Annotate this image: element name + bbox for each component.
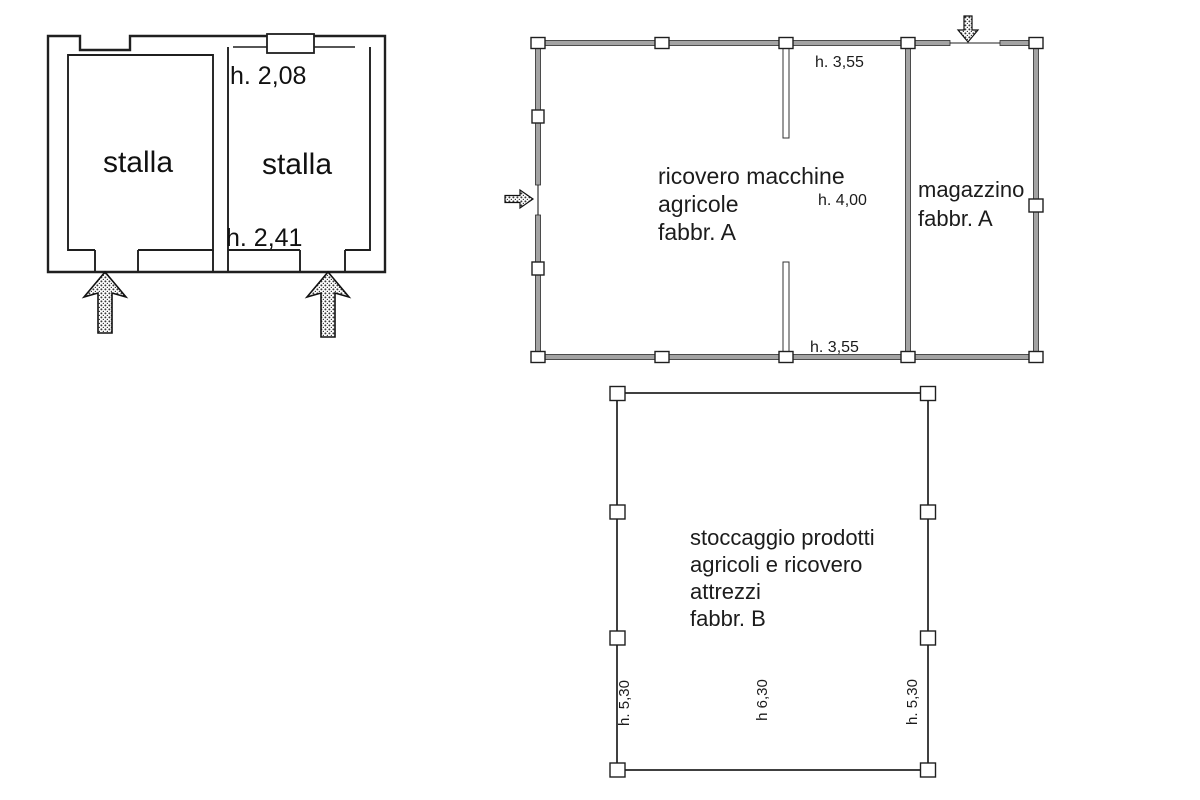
pillar xyxy=(655,352,669,363)
plan-stalle xyxy=(48,34,385,337)
room-label-line: fabbr. A xyxy=(918,206,993,231)
room-label-stalla-right: stalla xyxy=(261,148,333,181)
pillar xyxy=(921,387,936,401)
room-label-line: attrezzi xyxy=(690,579,761,604)
room-label-line: agricole xyxy=(658,191,739,217)
height-label-left: h. 5,30 xyxy=(616,680,633,726)
pillar xyxy=(901,38,915,49)
stub-wall-bottom xyxy=(783,262,789,357)
room-label-line: magazzino xyxy=(918,177,1025,202)
height-label-right: h. 5,30 xyxy=(904,679,921,725)
pillar xyxy=(610,631,625,645)
pillar xyxy=(1029,38,1043,49)
pillar xyxy=(921,763,936,777)
pillar xyxy=(610,387,625,401)
pillar xyxy=(779,38,793,49)
stub-wall-top xyxy=(783,43,789,138)
pillar xyxy=(655,38,669,49)
divider-wall xyxy=(906,43,911,357)
pillar xyxy=(610,763,625,777)
height-label-top: h. 2,08 xyxy=(230,62,307,90)
room-label-line: stoccaggio prodotti xyxy=(690,525,875,550)
height-label-bottom: h. 2,41 xyxy=(226,224,303,252)
window-symbol xyxy=(267,34,314,53)
plan-fabbricato-a xyxy=(505,16,1043,363)
arrow-down-icon xyxy=(958,16,978,42)
arrow-right-icon xyxy=(505,190,533,208)
room-label-line: fabbr. B xyxy=(690,606,766,631)
pillar xyxy=(901,352,915,363)
room-label-line: agricoli e ricovero xyxy=(690,552,863,577)
pillar xyxy=(1029,199,1043,212)
height-label-center: h 6,30 xyxy=(754,679,771,721)
height-label-middle: h. 4,00 xyxy=(818,192,867,209)
arrow-up-icon xyxy=(84,272,126,333)
pillar xyxy=(921,505,936,519)
fabbr-b-boundary-wall xyxy=(617,393,928,770)
pillar xyxy=(1029,352,1043,363)
arrow-up-icon xyxy=(307,272,349,337)
pillar xyxy=(531,38,545,49)
pillar xyxy=(921,631,936,645)
room-label-line: fabbr. A xyxy=(658,219,737,245)
fabbr-b-pillars xyxy=(610,387,936,778)
pillar xyxy=(610,505,625,519)
plan-fabbricato-b xyxy=(610,387,936,778)
pillar xyxy=(531,352,545,363)
room-label-line: ricovero macchine xyxy=(658,163,845,189)
height-label-bottom: h. 3,55 xyxy=(810,339,859,356)
room-label-stalla-left: stalla xyxy=(102,146,174,179)
pillar xyxy=(779,352,793,363)
stalle-outer-wall xyxy=(48,36,385,272)
height-label-top: h. 3,55 xyxy=(815,54,864,71)
pillar xyxy=(532,110,544,123)
pillar xyxy=(532,262,544,275)
